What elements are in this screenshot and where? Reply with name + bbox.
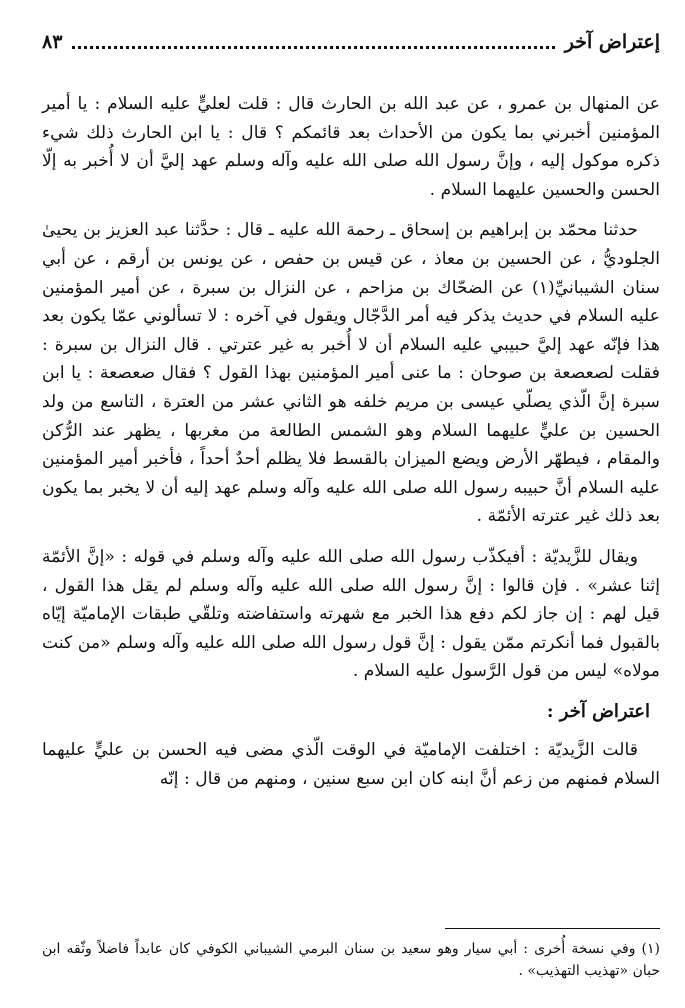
section-paragraph: قالت الزَّيديّة : اختلفت الإماميّة في الوقت الّذي مضى فيه الحسن بن عليٍّ عليهما السلام فمنهم من زعم أنَّ ابنه كان ابن سبع سنين ، ومنهم من قال : إنّه <box>42 740 660 790</box>
book-page <box>42 22 660 988</box>
page-number: ٨٣ <box>42 31 63 53</box>
running-header <box>42 22 660 62</box>
running-head-title: إعتراض آخر <box>564 31 660 53</box>
dot-leader <box>72 46 554 49</box>
footnote: (١) وفي نسخة أُخرى : أبي سيار وهو سعيد بن سنان البرمي الشيباني الكوفي كان عابداً فاضلاً وثّقه ابن حبان «تهذيب التهذيب» . <box>42 941 660 979</box>
footnote-divider <box>445 928 660 929</box>
body-text <box>42 90 660 806</box>
paragraph-2: حدثنا محمّد بن إبراهيم بن إسحاق ـ رحمة الله عليه ـ قال : حدَّثنا عبد العزيز بن يحيىٰ الجلوديُّ ، عن الحسين بن معاذ ، عن قيس بن حفص ، عن يونس بن أرقم ، عن أبي سنان الشيبانيِّ(١) عن الضحّاك بن مزاحم ، عن النزال بن سبرة ، عن أمير المؤمنين عليه السلام في حديث يذكر فيه أمر الدَّجّال ويقول في آخره : لا تسألوني عمّا يكون بعد هذا فإنّه عهد إليَّ حبيبي عليه السلام أن لا أُخبر به غير عترتي . قال النزال بن سبرة : فقلت لصعصعة بن صوحان : ما عنى أمير المؤمنين بهذا القول ؟ فقال صعصعة : يا ابن سبرة إنَّ الّذي يصلّي عيسى بن مريم خلفه هو الثاني عشر من العترة ، التاسع من ولد الحسين بن عليٍّ عليهما السلام وهو الشمس الطالعة من مغربها ، يظهر عند الرُّكن والمقام ، فيطهّر الأرض ويضع الميزان بالقسط فلا يظلم أحدٌ أحداً ، فأخبر أمير المؤمنين عليه السلام أنَّ حبيبه رسول الله صلى الله عليه وآله وسلم عهد إليه أن لا يخبر بما يكون بعد ذلك غير عترته الأئمّة . <box>42 220 661 527</box>
paragraph-1: عن المنهال بن عمرو ، عن عبد الله بن الحارث قال : قلت لعليٍّ عليه السلام : يا أمير المؤمنين أخبرني بما يكون من الأحداث بعد قائمكم ؟ قال : يا ابن الحارث ذلك شيء ذكره موكول إليه ، وإنَّ رسول الله صلى الله عليه وآله وسلم عهد إليَّ أن لا أُخبر به إلّا الحسن والحسين عليهما السلام . <box>42 94 660 200</box>
paragraph-3: ويقال للزَّيديّة : أفيكذّب رسول الله صلى الله عليه وآله وسلم في قوله : «إنَّ الأئمّة إثنا عشر» . فإن قالوا : إنَّ رسول الله صلى الله عليه وآله وسلم لم يقل هذا القول ، قيل لهم : إن جاز لكم دفع هذا الخبر مع شهرته واستفاضته وتلقّي طبقات الإماميّة إيّاه بالقبول فما أنكرتم ممّن يقول : إنَّ قول رسول الله صلى الله عليه وآله وسلم «من كنت مولاه» ليس من قول الرَّسول عليه السلام . <box>42 546 660 682</box>
section-heading: اعتراض آخر : <box>546 700 650 722</box>
